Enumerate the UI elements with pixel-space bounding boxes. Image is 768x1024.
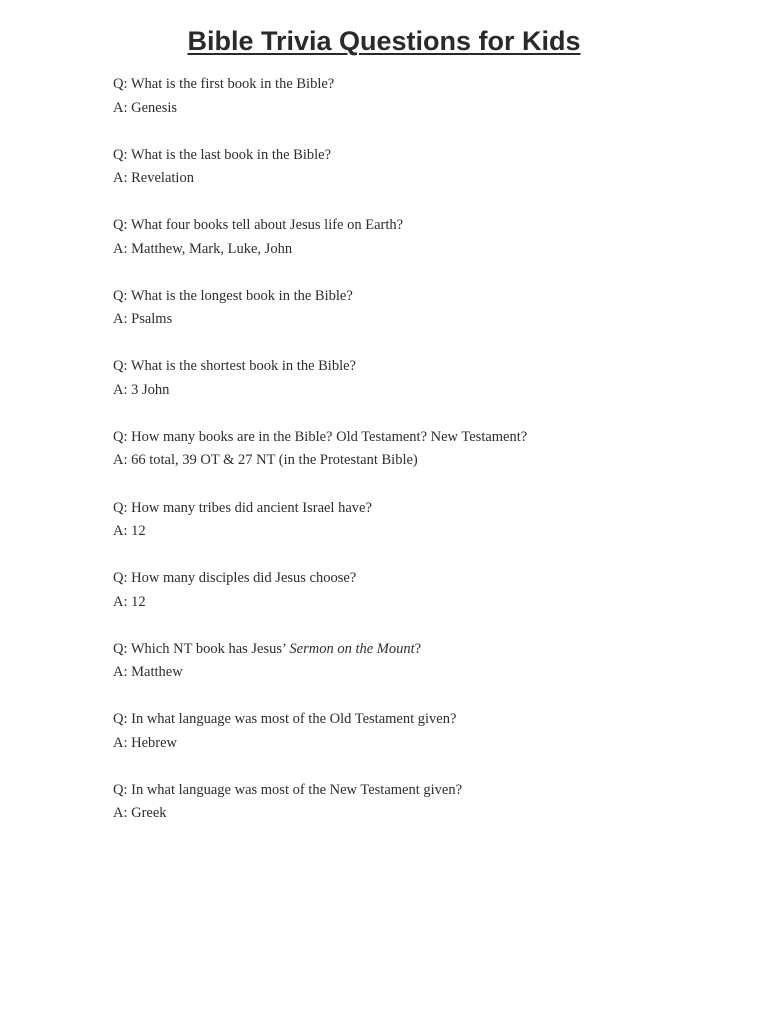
qa-item-11 — [113, 779, 713, 850]
question-text: Q: In what language was most of the Old Testament given? — [113, 711, 457, 728]
answer-text: A: Genesis — [113, 99, 178, 116]
qa-item-7 — [113, 497, 713, 568]
answer-text: A: Revelation — [113, 170, 194, 187]
qa-item-10 — [113, 708, 713, 779]
question-text — [113, 638, 713, 662]
question-text: Q: In what language was most of the New Testament given? — [113, 781, 463, 798]
qa-item-6 — [113, 426, 713, 497]
answer-text: A: Matthew — [113, 664, 183, 681]
question-text: Q: How many tribes did ancient Israel have? — [113, 499, 372, 516]
answer-text: A: Psalms — [113, 311, 173, 328]
answer-text: A: Matthew, Mark, Luke, John — [113, 240, 293, 257]
qa-item-1 — [113, 73, 713, 144]
answer-text: A: Greek — [113, 805, 167, 822]
question-italic-title: Sermon on the Mount — [289, 640, 415, 657]
answer-text: A: 3 John — [113, 381, 170, 398]
qa-list — [113, 73, 713, 850]
question-prefix: Q: Which NT book has Jesus’ — [113, 640, 290, 657]
qa-item-8 — [113, 567, 713, 638]
question-suffix: ? — [414, 640, 422, 657]
qa-item-9 — [113, 638, 713, 709]
answer-text: A: Hebrew — [113, 734, 178, 751]
answer-text: A: 12 — [113, 593, 146, 610]
question-text: Q: What is the longest book in the Bible? — [113, 287, 353, 304]
question-text: Q: What is the first book in the Bible? — [113, 76, 335, 92]
question-text: Q: What is the last book in the Bible? — [113, 146, 332, 163]
answer-text: A: 12 — [113, 523, 146, 540]
qa-item-5 — [113, 355, 713, 426]
qa-item-3 — [113, 214, 713, 285]
question-text: Q: What is the shortest book in the Bible? — [113, 358, 356, 375]
question-text: Q: How many disciples did Jesus choose? — [113, 570, 357, 587]
question-text: Q: How many books are in the Bible? Old Testament? New Testament? — [113, 428, 528, 445]
answer-text: A: 66 total, 39 OT & 27 NT (in the Protestant Bible) — [113, 452, 418, 469]
question-text: Q: What four books tell about Jesus life on Earth? — [113, 217, 404, 234]
qa-item-4 — [113, 285, 713, 356]
page-title: Bible Trivia Questions for Kids — [187, 26, 581, 56]
qa-item-2 — [113, 144, 713, 215]
